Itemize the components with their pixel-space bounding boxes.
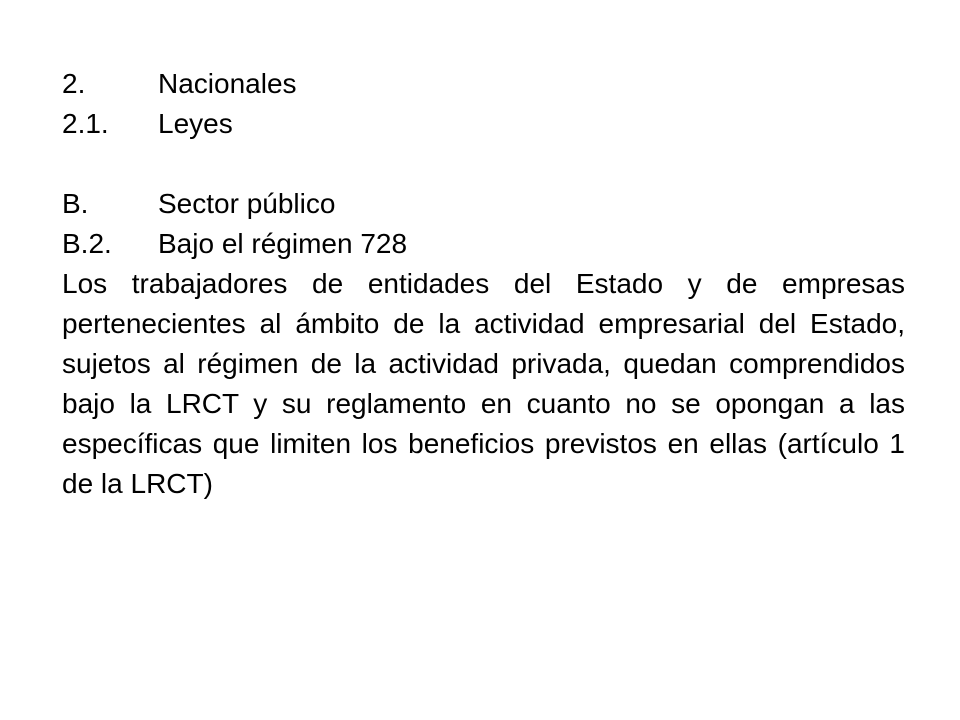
body-paragraph: Los trabajadores de entidades del Estado y de empresas pertenecientes al ámbito de la actividad empresarial del Estado, sujetos al régimen de la actividad privada, quedan comprendidos bajo la LRCT y su reglamento en cuanto no se opongan a las específicas que limiten los beneficios previstos en ellas (artículo 1 de la LRCT) xyxy=(62,268,905,499)
blank-line xyxy=(62,144,905,184)
heading-number: B. xyxy=(62,188,89,219)
heading-leyes xyxy=(62,104,905,144)
heading-number: B.2. xyxy=(62,228,112,259)
heading-nacionales xyxy=(62,64,905,104)
heading-regimen-728 xyxy=(62,224,905,264)
heading-text: Bajo el régimen 728 xyxy=(158,228,408,259)
heading-text: Sector público xyxy=(158,188,336,219)
heading-sector-publico xyxy=(62,184,905,224)
heading-number: 2.1. xyxy=(62,108,109,139)
slide-content xyxy=(62,64,905,504)
heading-text: Leyes xyxy=(158,108,233,139)
heading-number: 2. xyxy=(62,68,86,99)
heading-text: Nacionales xyxy=(158,68,297,99)
